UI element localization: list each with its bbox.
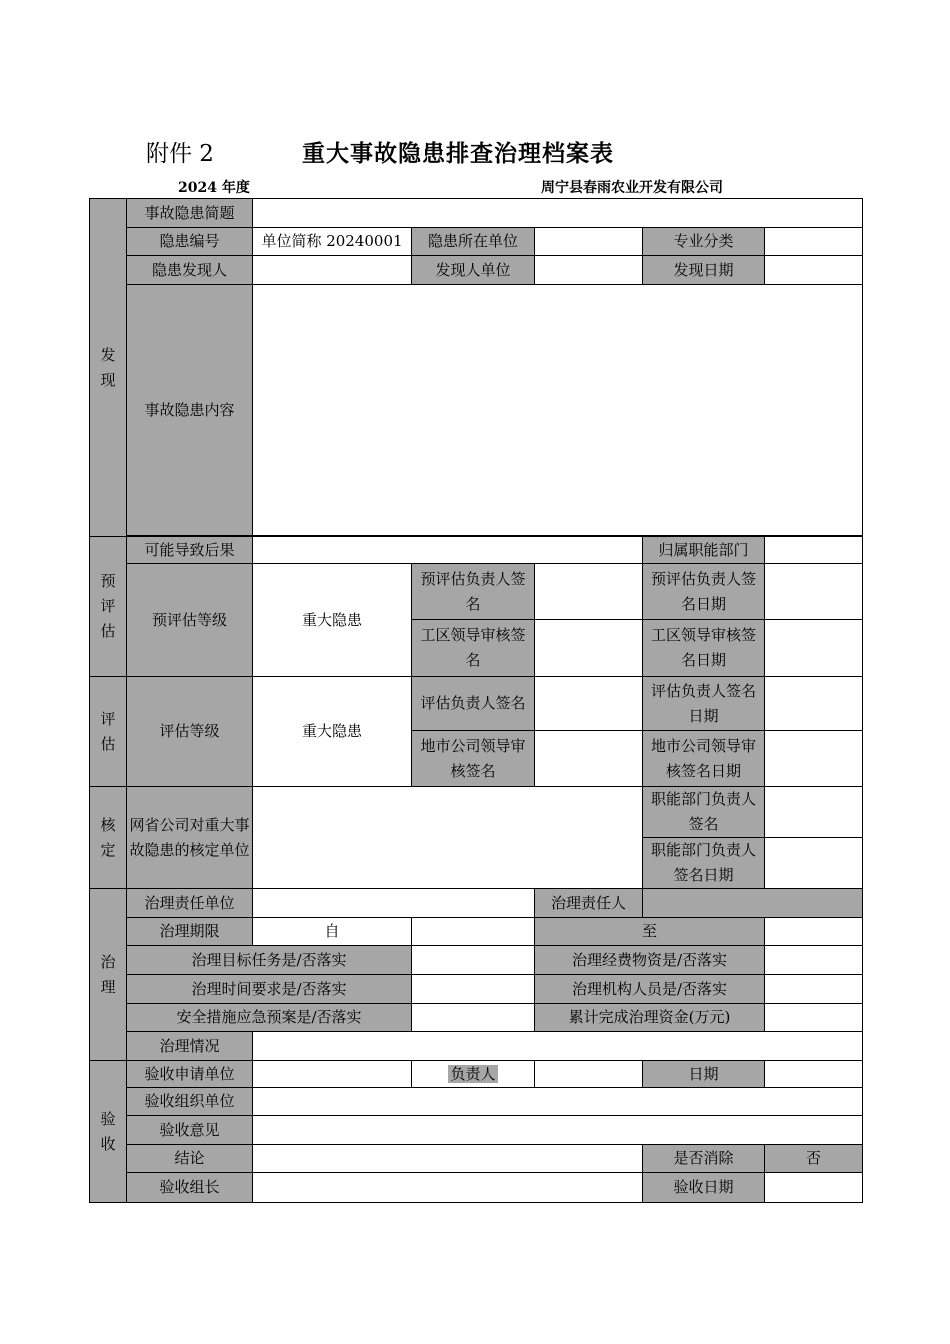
area-leader-sign-date-field[interactable] xyxy=(765,620,863,677)
assess-sign-date-label: 评估负责人签名日期 xyxy=(643,677,765,731)
leader-cell xyxy=(412,1061,535,1088)
verify-unit-field[interactable] xyxy=(253,787,643,889)
hazard-record-table xyxy=(89,198,863,1203)
assess-level-value: 重大隐患 xyxy=(253,677,412,787)
apply-unit-label: 验收申请单位 xyxy=(127,1061,253,1088)
assess-sign-label: 评估负责人签名 xyxy=(412,677,535,731)
eliminated-value[interactable]: 否 xyxy=(765,1145,863,1173)
pre-assess-level-label: 预评估等级 xyxy=(127,564,253,677)
year-label: 2024 年度 xyxy=(178,180,250,196)
section-verify: 核 定 xyxy=(90,787,127,889)
goal-field[interactable] xyxy=(412,946,535,975)
apply-unit-field[interactable] xyxy=(253,1061,412,1088)
govern-status-label: 治理情况 xyxy=(127,1032,253,1061)
finder-unit-label: 发现人单位 xyxy=(412,256,535,285)
finder-field[interactable] xyxy=(253,256,412,285)
consequence-field[interactable] xyxy=(253,537,643,564)
period-to-label: 至 xyxy=(535,918,765,946)
assess-sign-date-field[interactable] xyxy=(765,677,863,731)
dept-label: 归属职能部门 xyxy=(643,537,765,564)
hazard-number-label: 隐患编号 xyxy=(127,228,253,256)
pre-assess-sign-date-label: 预评估负责人签名日期 xyxy=(643,564,765,620)
assess-level-label: 评估等级 xyxy=(127,677,253,787)
annex-label: 附件 2 xyxy=(146,141,214,167)
found-date-field[interactable] xyxy=(765,256,863,285)
resp-person-field[interactable] xyxy=(643,889,863,918)
hazard-content-label: 事故隐患内容 xyxy=(127,285,253,536)
hazard-number-field[interactable]: 单位简称 20240001 xyxy=(253,228,412,256)
finder-unit-field[interactable] xyxy=(535,256,643,285)
goal-label: 治理目标任务是/否落实 xyxy=(127,946,412,975)
dept-field[interactable] xyxy=(765,537,863,564)
funds-field[interactable] xyxy=(765,946,863,975)
total-funds-field[interactable] xyxy=(765,1004,863,1032)
period-label: 治理期限 xyxy=(127,918,253,946)
hazard-unit-label: 隐患所在单位 xyxy=(412,228,535,256)
area-leader-sign-label: 工区领导审核签名 xyxy=(412,620,535,677)
city-leader-sign-date-field[interactable] xyxy=(765,731,863,787)
city-leader-sign-date-label: 地市公司领导审核签名日期 xyxy=(643,731,765,787)
leader-label: 负责人 xyxy=(450,1064,496,1083)
apply-date-field[interactable] xyxy=(765,1061,863,1088)
form-title: 重大事故隐患排查治理档案表 xyxy=(302,140,614,167)
apply-date-label: 日期 xyxy=(643,1061,765,1088)
organization-name: 周宁县春雨农业开发有限公司 xyxy=(541,180,723,196)
category-label: 专业分类 xyxy=(643,228,765,256)
city-leader-sign-field[interactable] xyxy=(535,731,643,787)
leader-field[interactable] xyxy=(535,1061,643,1088)
section-pre-assess: 预 评 估 xyxy=(90,537,127,677)
section-govern: 治 理 xyxy=(90,889,127,1061)
assess-sign-field[interactable] xyxy=(535,677,643,731)
pre-assess-level-value: 重大隐患 xyxy=(253,564,412,677)
time-req-field[interactable] xyxy=(412,975,535,1004)
period-from-field[interactable] xyxy=(412,918,535,946)
dept-head-sign-date-field[interactable] xyxy=(765,838,863,889)
finder-label: 隐患发现人 xyxy=(127,256,253,285)
org-unit-label: 验收组织单位 xyxy=(127,1088,253,1116)
section-discovery: 发 现 xyxy=(90,199,127,537)
consequence-label: 可能导致后果 xyxy=(127,537,253,564)
area-leader-sign-field[interactable] xyxy=(535,620,643,677)
pre-assess-sign-label: 预评估负责人签名 xyxy=(412,564,535,620)
hazard-brief-label: 事故隐患简题 xyxy=(127,199,253,228)
resp-unit-field[interactable] xyxy=(253,889,535,918)
city-leader-sign-label: 地市公司领导审核签名 xyxy=(412,731,535,787)
team-leader-label: 验收组长 xyxy=(127,1173,253,1203)
period-from-label: 自 xyxy=(253,918,412,946)
funds-label: 治理经费物资是/否落实 xyxy=(535,946,765,975)
opinion-label: 验收意见 xyxy=(127,1116,253,1145)
dept-head-sign-date-label: 职能部门负责人签名日期 xyxy=(643,838,765,889)
pre-assess-sign-field[interactable] xyxy=(535,564,643,620)
conclusion-field[interactable] xyxy=(253,1145,643,1173)
resp-unit-label: 治理责任单位 xyxy=(127,889,253,918)
section-assess: 评 估 xyxy=(90,677,127,787)
conclusion-label: 结论 xyxy=(127,1145,253,1173)
hazard-brief-field[interactable] xyxy=(253,199,863,228)
govern-status-field[interactable] xyxy=(253,1032,863,1061)
pre-assess-sign-date-field[interactable] xyxy=(765,564,863,620)
team-leader-field[interactable] xyxy=(253,1173,643,1203)
time-req-label: 治理时间要求是/否落实 xyxy=(127,975,412,1004)
verify-unit-label: 网省公司对重大事故隐患的核定单位 xyxy=(127,787,253,889)
staff-label: 治理机构人员是/否落实 xyxy=(535,975,765,1004)
total-funds-label: 累计完成治理资金(万元) xyxy=(535,1004,765,1032)
accept-date-field[interactable] xyxy=(765,1173,863,1203)
period-to-field[interactable] xyxy=(765,918,863,946)
hazard-unit-field[interactable] xyxy=(535,228,643,256)
hazard-content-field[interactable] xyxy=(253,285,863,536)
emergency-label: 安全措施应急预案是/否落实 xyxy=(127,1004,412,1032)
staff-field[interactable] xyxy=(765,975,863,1004)
accept-date-label: 验收日期 xyxy=(643,1173,765,1203)
eliminated-label: 是否消除 xyxy=(643,1145,765,1173)
area-leader-sign-date-label: 工区领导审核签名日期 xyxy=(643,620,765,677)
resp-person-label: 治理责任人 xyxy=(535,889,643,918)
found-date-label: 发现日期 xyxy=(643,256,765,285)
opinion-field[interactable] xyxy=(253,1116,863,1145)
emergency-field[interactable] xyxy=(412,1004,535,1032)
dept-head-sign-label: 职能部门负责人签名 xyxy=(643,787,765,838)
section-accept: 验 收 xyxy=(90,1061,127,1203)
category-field[interactable] xyxy=(765,228,863,256)
org-unit-field[interactable] xyxy=(253,1088,863,1116)
dept-head-sign-field[interactable] xyxy=(765,787,863,838)
